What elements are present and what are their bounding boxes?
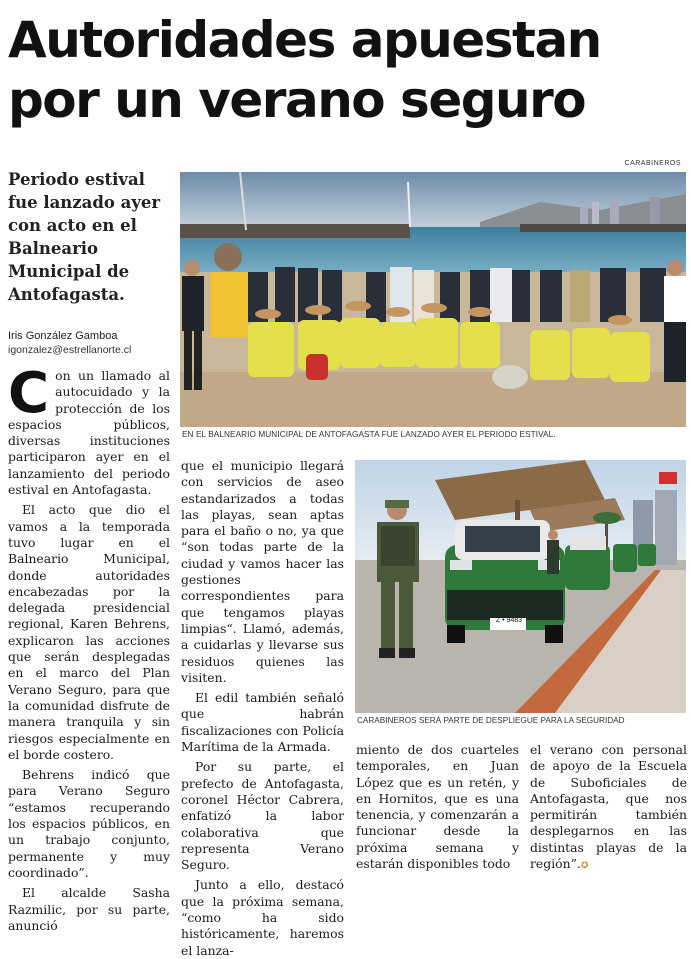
article-column-3: [356, 742, 519, 872]
photo-caption-2: CARABINEROS SERÁ PARTE DE DESPLIEGUE PARA LA SEGURIDAD: [357, 716, 625, 725]
paragraph: El alcalde Sasha Razmilic, por su parte, anunció: [8, 885, 170, 933]
paragraph: El edil también señaló que habrán fiscalizaciones con Policía Marítima de la Armada.: [181, 690, 344, 755]
photo-credit: CARABINEROS: [624, 160, 681, 167]
paragraph: miento de dos cuarteles temporales, en Juan López que es un retén, y en Hornitos, que es una tenencia, y comenzarán a funcionar desde la próxima semana y estarán disponibles todo: [356, 742, 519, 872]
end-mark-icon: ✪: [580, 861, 589, 872]
paragraph: Behrens indicó que para Verano Seguro “estamos recuperando los espacios públicos, en un trabajo conjunto, permanente y muy coordinado”.: [8, 767, 170, 880]
paragraph: Junto a ello, destacó que la próxima semana, “como ha sido históricamente, haremos el lanza-: [181, 877, 344, 958]
paragraph: Por su parte, el prefecto de Antofagasta, coronel Héctor Cabrera, enfatizó la labor colaborativa que representa Verano Seguro.: [181, 759, 344, 873]
paragraph-text: el verano con personal de apoyo de la Escuela de Suboficiales de Antofagasta, que nos permitirán también desplegarnos en las distintas playas de la región”.: [530, 742, 687, 872]
headline: Autoridades apuestan por un verano seguro: [8, 11, 601, 129]
paragraph: que el municipio llegará con servicios de aseo estandarizados a todas las playas, sean aptas para el baño o no, ya que “son todas parte de la ciudad y vamos hacer las gestiones correspondientes para que tengamos playas limpias“. Llamó, además, a cuidarlas y llevarse sus residuos quienes las visiten.: [181, 458, 344, 685]
paragraph: El acto que dio el vamos a la temporada tuvo lugar en el Balneario Municipal, donde autoridades encabezadas por la delegada presidencial regional, Karen Behrens, explicaron las acciones que serán desplegadas en el marco del Plan Verano Seguro, para que la comunidad disfrute de manera tranquila y sin riesgos especialmente en el borde costero.: [8, 502, 170, 762]
paragraph: [530, 742, 687, 874]
article-column-1: [8, 361, 170, 933]
author-email: igonzalez@estrellanorte.cl: [8, 344, 132, 356]
article-column-2: [181, 458, 344, 958]
police-cars-photo: [355, 460, 686, 713]
license-plate: Z • 9483: [495, 617, 523, 624]
photo-caption-1: EN EL BALNEARIO MUNICIPAL DE ANTOFAGASTA FUE LANZADO AYER EL PERIODO ESTIVAL.: [182, 430, 556, 439]
article-column-4: [530, 742, 687, 872]
article-deck: Periodo estival fue lanzado ayer con acto en el Balneario Municipal de Antofagasta.: [8, 170, 161, 304]
beach-group-photo: [180, 172, 686, 427]
author-name: Iris González Gamboa: [8, 330, 118, 342]
paragraph: [8, 361, 170, 498]
dropcap: C: [8, 361, 50, 426]
paragraph-text: on un llamado al autocuidado y la protección de los espacios públicos, diversas instituciones participaron ayer en el lanzamiento del periodo estival en Antofagasta.: [8, 368, 170, 498]
